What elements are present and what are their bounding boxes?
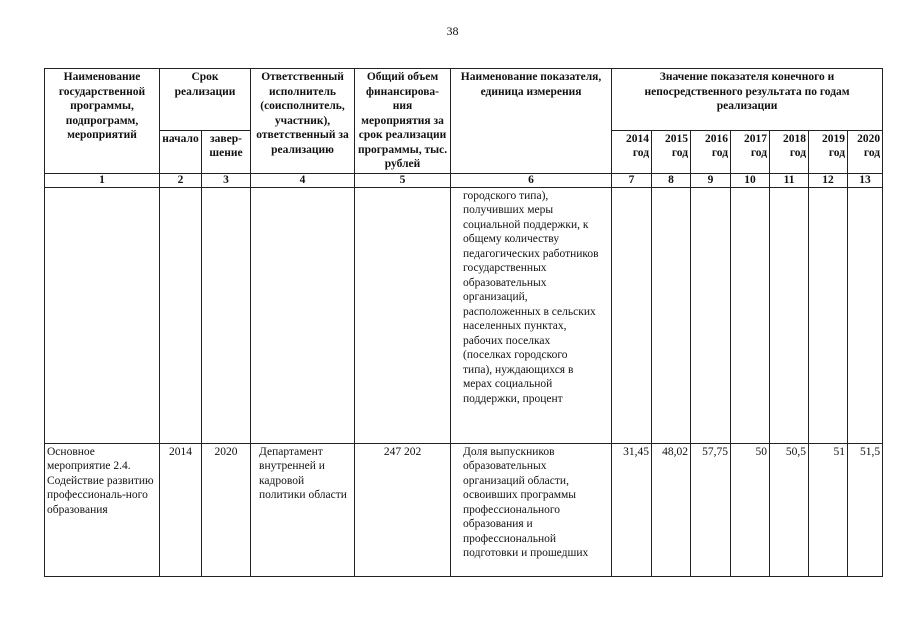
column-number: 12 bbox=[809, 173, 848, 187]
row-value-2018 bbox=[770, 187, 809, 443]
row-amount bbox=[355, 187, 451, 443]
row-indicator: городского типа), получивших меры социальной поддержки, к общему количеству педагогических работников государственных образовательных организаций, расположенных в сельских населенных пунктах, рабочих поселках (поселках городского типа), нуждающихся в мерах социальной поддержки, процент bbox=[451, 187, 612, 443]
row-value-2016 bbox=[691, 187, 731, 443]
row-amount: 247 202 bbox=[355, 443, 451, 576]
column-number: 2 bbox=[160, 173, 202, 187]
row-value-2014: 31,45 bbox=[612, 443, 652, 576]
header-indicator: Наименование показателя, единица измерения bbox=[451, 69, 612, 174]
header-row-1 bbox=[45, 69, 883, 131]
row-program-name bbox=[45, 187, 160, 443]
header-year-2018: 2018 год bbox=[770, 130, 809, 173]
row-value-2017: 50 bbox=[731, 443, 770, 576]
header-year-2015: 2015 год bbox=[652, 130, 691, 173]
program-table bbox=[44, 68, 883, 577]
header-end: завер-шение bbox=[202, 130, 251, 173]
column-number: 6 bbox=[451, 173, 612, 187]
header-year-2017: 2017 год bbox=[731, 130, 770, 173]
header-responsible: Ответственный исполнитель (соисполнитель, участник), ответственный за реализацию bbox=[251, 69, 355, 174]
row-value-2019: 51 bbox=[809, 443, 848, 576]
row-end: 2020 bbox=[202, 443, 251, 576]
column-number: 13 bbox=[848, 173, 883, 187]
header-year-2019: 2019 год bbox=[809, 130, 848, 173]
column-number: 3 bbox=[202, 173, 251, 187]
column-number: 8 bbox=[652, 173, 691, 187]
header-period: Срок реализации bbox=[160, 69, 251, 131]
row-value-2017 bbox=[731, 187, 770, 443]
column-number: 9 bbox=[691, 173, 731, 187]
row-responsible: Департамент внутренней и кадровой политики области bbox=[251, 443, 355, 576]
column-number: 1 bbox=[45, 173, 160, 187]
row-value-2015: 48,02 bbox=[652, 443, 691, 576]
row-value-2014 bbox=[612, 187, 652, 443]
column-number: 5 bbox=[355, 173, 451, 187]
header-financing: Общий объем финансирова-ния мероприятия за срок реализации программы, тыс. рублей bbox=[355, 69, 451, 174]
column-number: 10 bbox=[731, 173, 770, 187]
page-number: 38 bbox=[446, 24, 459, 38]
row-start bbox=[160, 187, 202, 443]
row-program-name: Основное мероприятие 2.4. Содействие развитию профессиональ-ного образования bbox=[45, 443, 160, 576]
row-value-2015 bbox=[652, 187, 691, 443]
column-number-row bbox=[45, 173, 883, 187]
row-indicator: Доля выпускников образовательных организаций области, освоивших программы профессионального образования и профессиональной подготовки и прошедших bbox=[451, 443, 612, 576]
table-row bbox=[45, 443, 883, 576]
row-end bbox=[202, 187, 251, 443]
row-value-2016: 57,75 bbox=[691, 443, 731, 576]
column-number: 11 bbox=[770, 173, 809, 187]
column-number: 4 bbox=[251, 173, 355, 187]
row-value-2018: 50,5 bbox=[770, 443, 809, 576]
header-start: начало bbox=[160, 130, 202, 173]
header-year-2016: 2016 год bbox=[691, 130, 731, 173]
header-year-2014: 2014 год bbox=[612, 130, 652, 173]
header-program-name: Наименование государственной программы, подпрограмм, мероприятий bbox=[45, 69, 160, 174]
row-responsible bbox=[251, 187, 355, 443]
row-start: 2014 bbox=[160, 443, 202, 576]
row-value-2020 bbox=[848, 187, 883, 443]
header-year-2020: 2020 год bbox=[848, 130, 883, 173]
column-number: 7 bbox=[612, 173, 652, 187]
table-row bbox=[45, 187, 883, 443]
row-value-2019 bbox=[809, 187, 848, 443]
row-value-2020: 51,5 bbox=[848, 443, 883, 576]
header-values: Значение показателя конечного и непосредственного результата по годам реализации bbox=[612, 69, 883, 131]
